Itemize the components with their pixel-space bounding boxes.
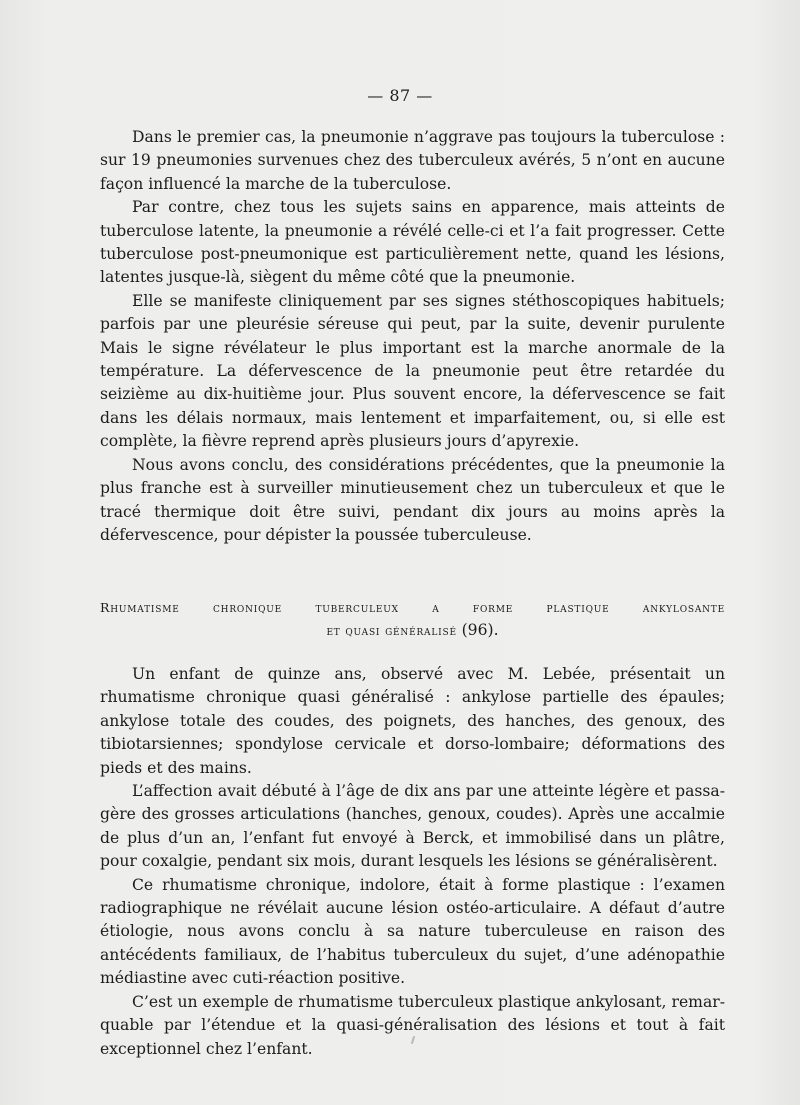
paragraph: C’est un exemple de rhumatisme tuberculeux plastique ankylosant, remarquable par l’étendue et la quasi-généralisation des lésions et tout à fait exceptionnel chez l’enfant.	[100, 992, 725, 1058]
paragraph: Ce rhumatisme chronique, indolore, était à forme plastique : l’examen radiographique ne révélait aucune lésion ostéo-articulaire. A défaut d’autre étiologie, nous avons conclu à sa nature tuberculeuse en raison des antécédents familiaux, de l’habitus tuberculeux du sujet, d’une adénopathie médiastine avec cuti-réaction positive.	[100, 875, 725, 988]
paragraph: Elle se manifeste cliniquement par ses signes stéthoscopiques habituels; parfois par une pleurésie séreuse qui peut, par la suite, devenir purulente Mais le signe révélateur le plus important est la marche anormale de la température. La défervescence de la pneumonie peut être retardée du seizième au dix-huitième jour. Plus souvent encore, la défervescence se fait dans les délais normaux, mais lentement et imparfaitement, ou, si elle est complète, la fièvre reprend après plusieurs jours d’apyrexie.	[100, 291, 725, 451]
heading-initial: R	[100, 600, 111, 615]
section-heading	[100, 597, 725, 642]
heading-line-1	[100, 597, 725, 619]
paragraph: L’affection avait débuté à l’âge de dix ans par une atteinte légère et passagère des grosses articulations (hanches, genoux, coudes). Après une accalmie de plus d’un an, l’enfant fut envoyé à Berck, et immobilisé dans un plâtre, pour coxalgie, pendant six mois, durant lesquels les lésions se généralisèrent.	[100, 782, 725, 871]
paragraph: Par contre, chez tous les sujets sains en apparence, mais atteints de tuberculose latente, la pneumonie a révélé celle-ci et l’a fait progresser. Cette tuberculose post-pneumonique est particulièrement nette, quand les lésions, latentes jusque-là, siègent du même côté que la pneumonie.	[100, 198, 725, 287]
heading-reference: (96).	[461, 621, 499, 639]
section-pneumonia-tuberculosis	[100, 126, 725, 547]
heading-line-2-text: et quasi généralisé	[326, 623, 457, 638]
paragraph: Nous avons conclu, des considérations précédentes, que la pneumonie la plus franche est à surveiller minutieusement chez un tuberculeux et que le tracé thermique doit être suivi, pendant dix jours au moins après la défervescence, pour dépister la poussée tuberculeuse.	[100, 455, 725, 544]
paragraph: Un enfant de quinze ans, observé avec M. Lebée, présentait un rhumatisme chronique quasi généralisé : ankylose partielle des épaules; ankylose totale des coudes, des poignets, des hanches, des genoux, des tibiotarsiennes; spondylose cervicale et dorso-lombaire; déformations des pieds et des mains.	[100, 665, 725, 777]
page-number: — 87 —	[367, 86, 433, 105]
paragraph: Dans le premier cas, la pneumonie n’aggrave pas toujours la tuberculose : sur 19 pneumonies survenues chez des tuberculeux avérés, 5 n’ont en aucune façon influencé la marche de la tuberculose.	[100, 128, 725, 193]
section-rheumatism-case	[100, 663, 725, 1061]
heading-line-1-text: humatisme chronique tuberculeux a forme plastique ankylosante	[110, 600, 725, 615]
